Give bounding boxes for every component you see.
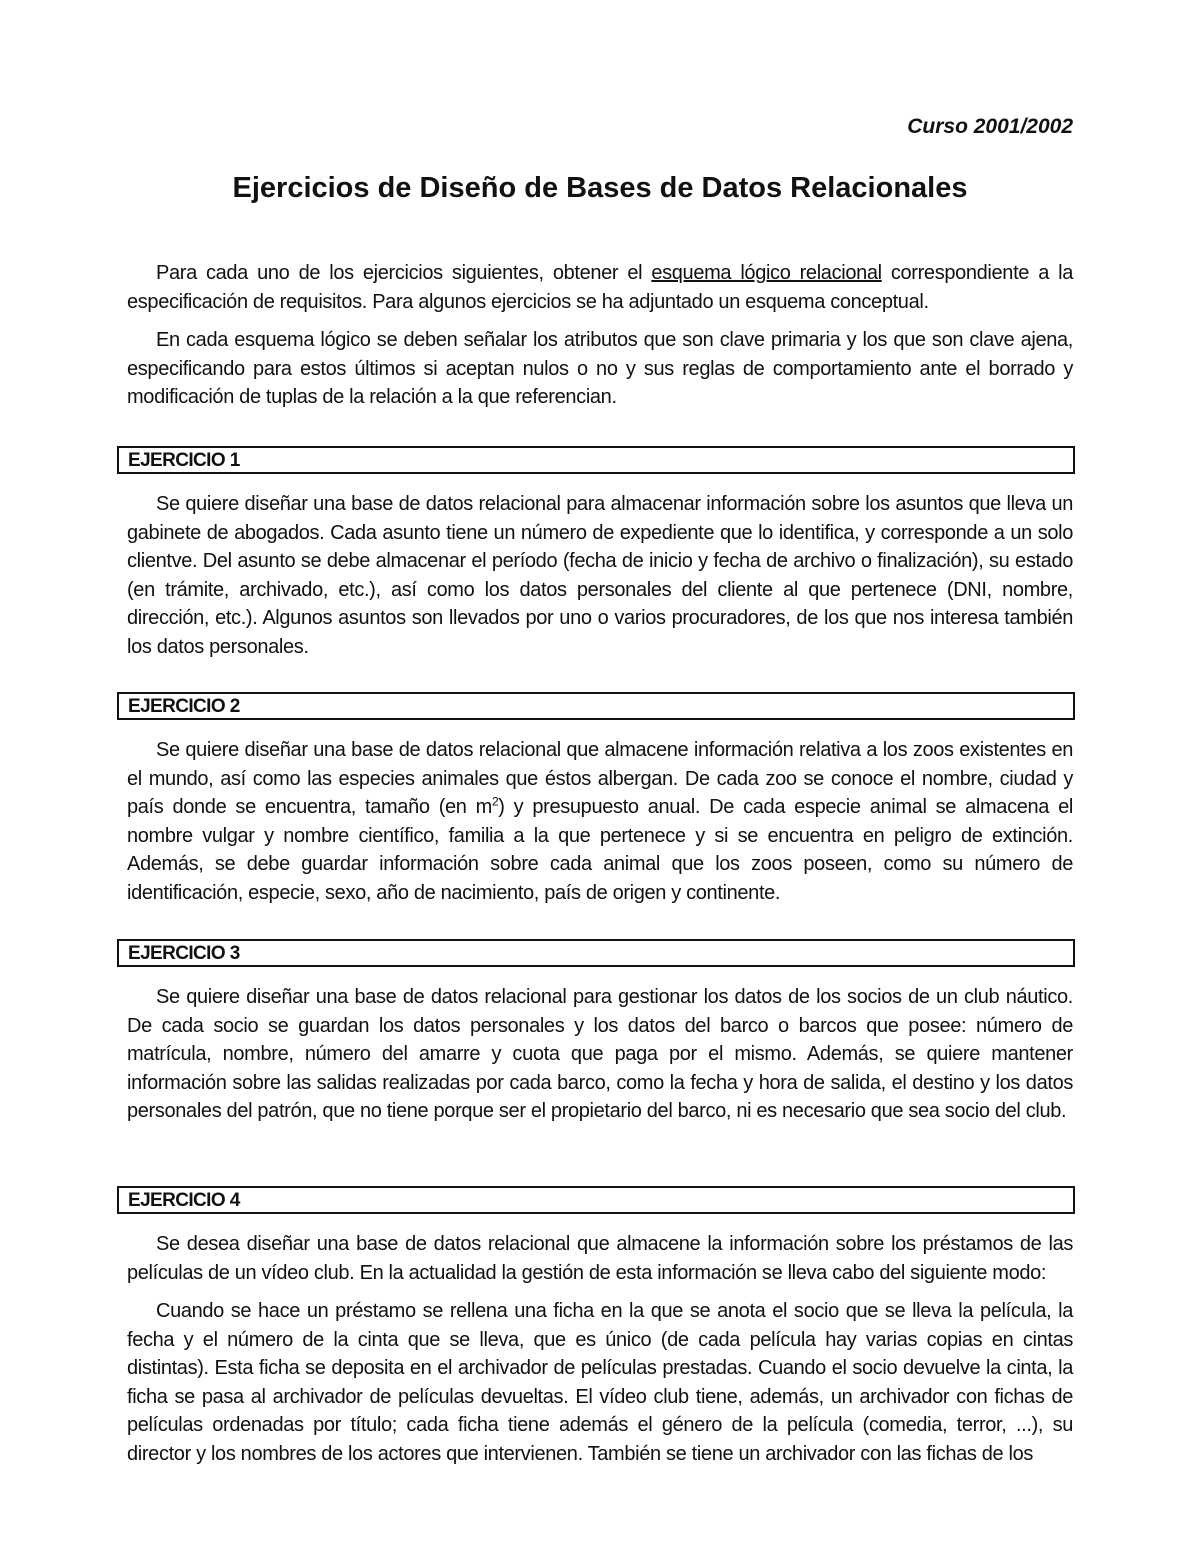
exercise-3-heading: EJERCICIO 3 — [128, 943, 240, 964]
exercise-2-body — [127, 736, 1073, 907]
exercise-3-body — [127, 983, 1073, 1126]
exercise-2-text — [127, 736, 1073, 907]
intro-paragraph-2: En cada esquema lógico se deben señalar los atributos que son clave primaria y los que son clave ajena, especificando para estos últimos si aceptan nulos o no y sus reglas de comportamiento ante el borrado y modificación de tuplas de la relación a la que referencian. — [127, 329, 1073, 408]
superscript: 2 — [491, 794, 499, 809]
exercise-2-heading-box — [117, 692, 1075, 720]
exercise-2-text-part: ) y presupuesto anual. De cada especie animal se almacena el nombre vulgar y nombre científico, familia a la que pertenece y si se encuentra en peligro de extinción. Además, se debe guardar información sobre cada animal que los zoos poseen, como su número de identificación, especie, sexo, año de nacimiento, país de origen y continente. — [127, 796, 1073, 904]
exercise-4-paragraph-1: Se desea diseñar una base de datos relacional que almacene la información sobre los préstamos de las películas de un vídeo club. En la actualidad la gestión de esta información se lleva cabo del siguiente modo: — [127, 1233, 1073, 1284]
course-label: Curso 2001/2002 — [907, 115, 1073, 138]
exercise-4-heading-box — [117, 1186, 1075, 1214]
exercise-4-paragraph-2: Cuando se hace un préstamo se rellena una ficha en la que se anota el socio que se lleva la película, la fecha y el número de la cinta que se lleva, que es único (de cada película hay varias copias en cintas distintas). Esta ficha se deposita en el archivador de películas prestadas. Cuando el socio devuelve la cinta, la ficha se pasa al archivador de películas devueltas. El vídeo club tiene, además, un archivador con fichas de películas ordenadas por título; cada ficha tiene además el género de la película (comedia, terror, ...), su director y los nombres de los actores que intervienen. También se tiene un archivador con las fichas de los — [127, 1300, 1073, 1465]
exercise-2-heading: EJERCICIO 2 — [128, 696, 240, 717]
document-title: Ejercicios de Diseño de Bases de Datos Relacionales — [232, 172, 968, 204]
exercise-3-heading-box — [117, 939, 1075, 967]
exercise-1-body — [127, 490, 1073, 661]
exercise-3-text: Se quiere diseñar una base de datos relacional para gestionar los datos de los socios de un club náutico. De cada socio se guardan los datos personales y los datos del barco o barcos que posee: número de matrícula, nombre, número del amarre y cuota que paga por el mismo. Además, se quiere mantener información sobre las salidas realizadas por cada barco, como la fecha y hora de salida, el destino y los datos personales del patrón, que no tiene porque ser el propietario del barco, ni es necesario que sea socio del club. — [127, 986, 1073, 1122]
intro-section — [127, 259, 1073, 412]
intro-text: correspondiente a la especificación de requisitos. Para algunos ejercicios se ha adjuntado un esquema conceptual. — [127, 262, 1073, 313]
exercise-1-heading-box — [117, 446, 1075, 474]
intro-text: Para cada uno de los ejercicios siguientes, obtener el — [156, 262, 652, 284]
exercise-1-heading: EJERCICIO 1 — [128, 450, 240, 471]
exercise-1-text: Se quiere diseñar una base de datos relacional para almacenar información sobre los asuntos que lleva un gabinete de abogados. Cada asunto tiene un número de expediente que lo identifica, y corresponde a un solo clientve. Del asunto se debe almacenar el período (fecha de inicio y fecha de archivo o finalización), su estado (en trámite, archivado, etc.), así como los datos personales del cliente al que pertenece (DNI, nombre, dirección, etc.). Algunos asuntos son llevados por uno o varios procuradores, de los que nos interesa también los datos personales. — [127, 493, 1073, 658]
exercise-4-body — [127, 1230, 1073, 1468]
underlined-term: esquema lógico relacional — [651, 262, 882, 284]
exercise-2-text-part: Se quiere diseñar una base de datos relacional que almacene información relativa a los zoos existentes en el mundo, así como las especies animales que éstos albergan. De cada zoo se conoce el nombre, ciudad y país donde se encuentra, tamaño (en m — [127, 739, 1073, 818]
exercise-4-heading: EJERCICIO 4 — [128, 1190, 240, 1211]
intro-paragraph-1 — [127, 259, 1073, 316]
